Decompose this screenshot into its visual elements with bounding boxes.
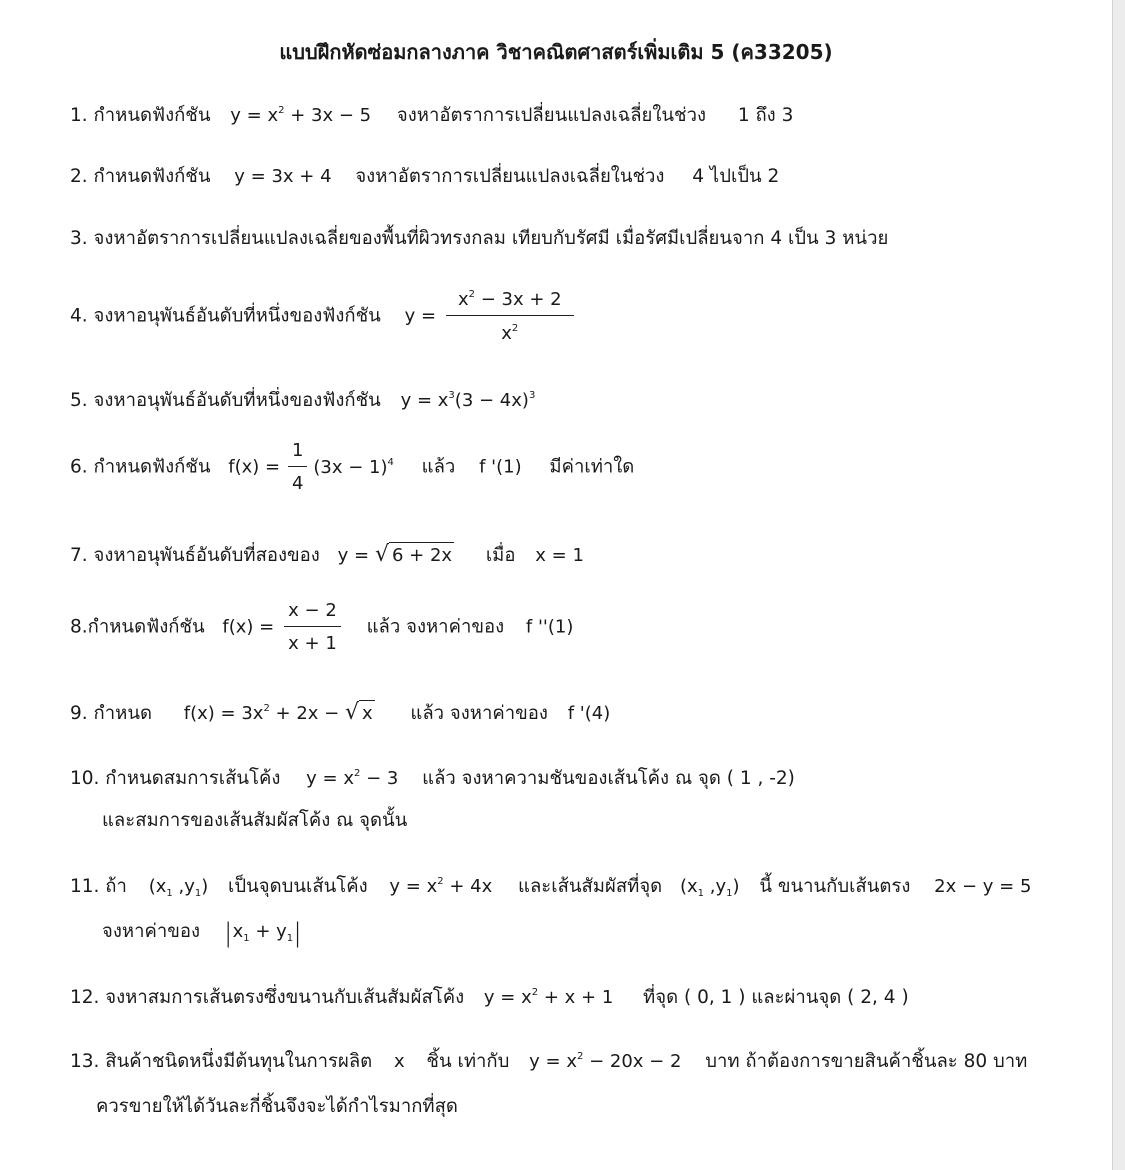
q11-point-repeat: ($x_1$ $,y_1$) <box>679 876 740 899</box>
question-10 <box>70 769 795 789</box>
q4-fraction: $\frac{x^2 - 3x + 2}{x^2}$ <box>446 290 574 343</box>
q5-equation: $y = x^3(3 - 4x)^3$ <box>400 390 536 411</box>
q13-tail: บาท ถ้าต้องการขายสินค้าชิ้นละ 80 บาท <box>705 1051 1028 1072</box>
question-5 <box>70 391 535 411</box>
q9-prefix: 9. กำหนด <box>70 703 152 724</box>
q13-variable: x <box>393 1051 405 1072</box>
q10-equation: $y = x^2 - 3$ <box>306 768 399 789</box>
question-4 <box>70 290 578 343</box>
q1-equation: $y = x^2 + 3x - 5$ <box>230 105 372 126</box>
q2-equation: y = 3x + 4 <box>234 166 332 187</box>
q7-sqrt: √ 6 + 2x <box>374 542 453 567</box>
q4-prefix: 4. จงหาอนุพันธ์อันดับที่หนึ่งของฟังก์ชัน <box>70 305 381 327</box>
question-10-line-2: และสมการของเส้นสัมผัสโค้ง ณ จุดนั้น <box>102 810 408 831</box>
q2-range: 4 ไปเป็น 2 <box>692 166 780 187</box>
q10-prefix: 10. กำหนดสมการเส้นโค้ง <box>70 768 281 789</box>
q8-derivative: f ''(1) <box>525 616 574 638</box>
q1-tail: จงหาอัตราการเปลี่ยนแปลงเฉลี่ยในช่วง <box>396 105 707 126</box>
q11-ask: จงหาค่าของ <box>102 921 201 942</box>
question-8 <box>70 602 573 653</box>
q11-equation: $y = x^2 + 4x$ <box>389 876 493 897</box>
q7-condition: x = 1 <box>535 545 584 566</box>
q13-equation: $y = x^2 - 20x - 2$ <box>529 1051 682 1072</box>
q12-prefix: 12. จงหาสมการเส้นตรงซึ่งขนานกับเส้นสัมผัสโค้ง <box>70 987 465 1008</box>
q11-prefix: 11. ถ้า <box>70 876 127 897</box>
q11-point: ($x_1$ $,y_1$) <box>148 876 209 899</box>
q11-line-equation: 2x − y = 5 <box>934 876 1032 897</box>
q7-lhs: y = <box>337 545 370 566</box>
q5-prefix: 5. จงหาอนุพันธ์อันดับที่หนึ่งของฟังก์ชัน <box>70 390 381 411</box>
q10-tail: แล้ว จงหาความชันของเส้นโค้ง ณ จุด ( 1 , -2) <box>422 768 795 789</box>
q6-mid: แล้ว <box>421 456 456 478</box>
question-6 <box>70 442 634 493</box>
q6-derivative: f '(1) <box>479 456 522 478</box>
question-7 <box>70 542 584 567</box>
question-12 <box>70 988 909 1008</box>
q4-lhs: y = <box>404 305 437 327</box>
q7-when: เมื่อ <box>485 545 516 566</box>
question-2 <box>70 168 779 187</box>
q1-range: 1 ถึง 3 <box>737 105 794 126</box>
question-3: 3. จงหาอัตราการเปลี่ยนแปลงเฉลี่ยของพื้นที่ผิวทรงกลม เทียบกับรัศมี เมื่อรัศมีเปลี่ยนจาก 4 เป็น 3 หน่วย <box>70 228 889 249</box>
q6-lhs: f(x) = <box>228 456 281 478</box>
q13-mid: ชิ้น เท่ากับ <box>426 1051 510 1072</box>
q9-equation: $f(x) = 3x^2 + 2x$ − √ x <box>183 700 373 725</box>
q13-prefix: 13. สินค้าชนิดหนึ่งมีต้นทุนในการผลิต <box>70 1051 373 1072</box>
question-13-line-2: ควรขายให้ได้วันละกี่ชิ้นจึงจะได้กำไรมากที่สุด <box>96 1096 458 1117</box>
q12-tail: ที่จุด ( 0, 1 ) และผ่านจุด ( 2, 4 ) <box>643 987 909 1008</box>
q6-fraction: $\frac{1}{4}$ <box>288 442 307 493</box>
q6-tail: มีค่าเท่าใด <box>549 456 635 478</box>
question-1 <box>70 106 793 126</box>
q8-tail: แล้ว จงหาค่าของ <box>366 616 505 638</box>
q2-tail: จงหาอัตราการเปลี่ยนแปลงเฉลี่ยในช่วง <box>355 166 665 187</box>
q11-mid2: และเส้นสัมผัสที่จุด <box>518 876 663 897</box>
question-9 <box>70 700 611 725</box>
q11-absolute-value: $|x_1 + y_1|$ <box>223 918 302 948</box>
q8-prefix: 8.กำหนดฟังก์ชัน <box>70 616 205 638</box>
q8-fraction: $\frac{x - 2}{x + 1}$ <box>284 602 341 653</box>
q11-mid3: นี้ ขนานกับเส้นตรง <box>759 876 911 897</box>
q9-tail: แล้ว จงหาค่าของ <box>410 703 548 724</box>
page-title: แบบฝึกหัดซ่อมกลางภาค วิชาคณิตศาสตร์เพิ่มเติม 5 (ค33205) <box>279 40 833 64</box>
q9-derivative: f '(4) <box>567 703 611 724</box>
q12-equation: $y = x^2 + x + 1$ <box>483 987 614 1008</box>
question-11 <box>70 877 1031 899</box>
q11-mid1: เป็นจุดบนเส้นโค้ง <box>228 876 368 897</box>
q7-prefix: 7. จงหาอนุพันธ์อันดับที่สองของ <box>70 545 320 566</box>
q6-prefix: 6. กำหนดฟังก์ชัน <box>70 456 211 478</box>
q8-lhs: f(x) = <box>222 616 275 638</box>
q6-body: $(3x - 1)^4$ <box>313 456 394 478</box>
q2-prefix: 2. กำหนดฟังก์ชัน <box>70 166 211 187</box>
q1-prefix: 1. กำหนดฟังก์ชัน <box>70 105 211 126</box>
question-13 <box>70 1052 1027 1072</box>
question-11-line-2 <box>102 920 302 946</box>
